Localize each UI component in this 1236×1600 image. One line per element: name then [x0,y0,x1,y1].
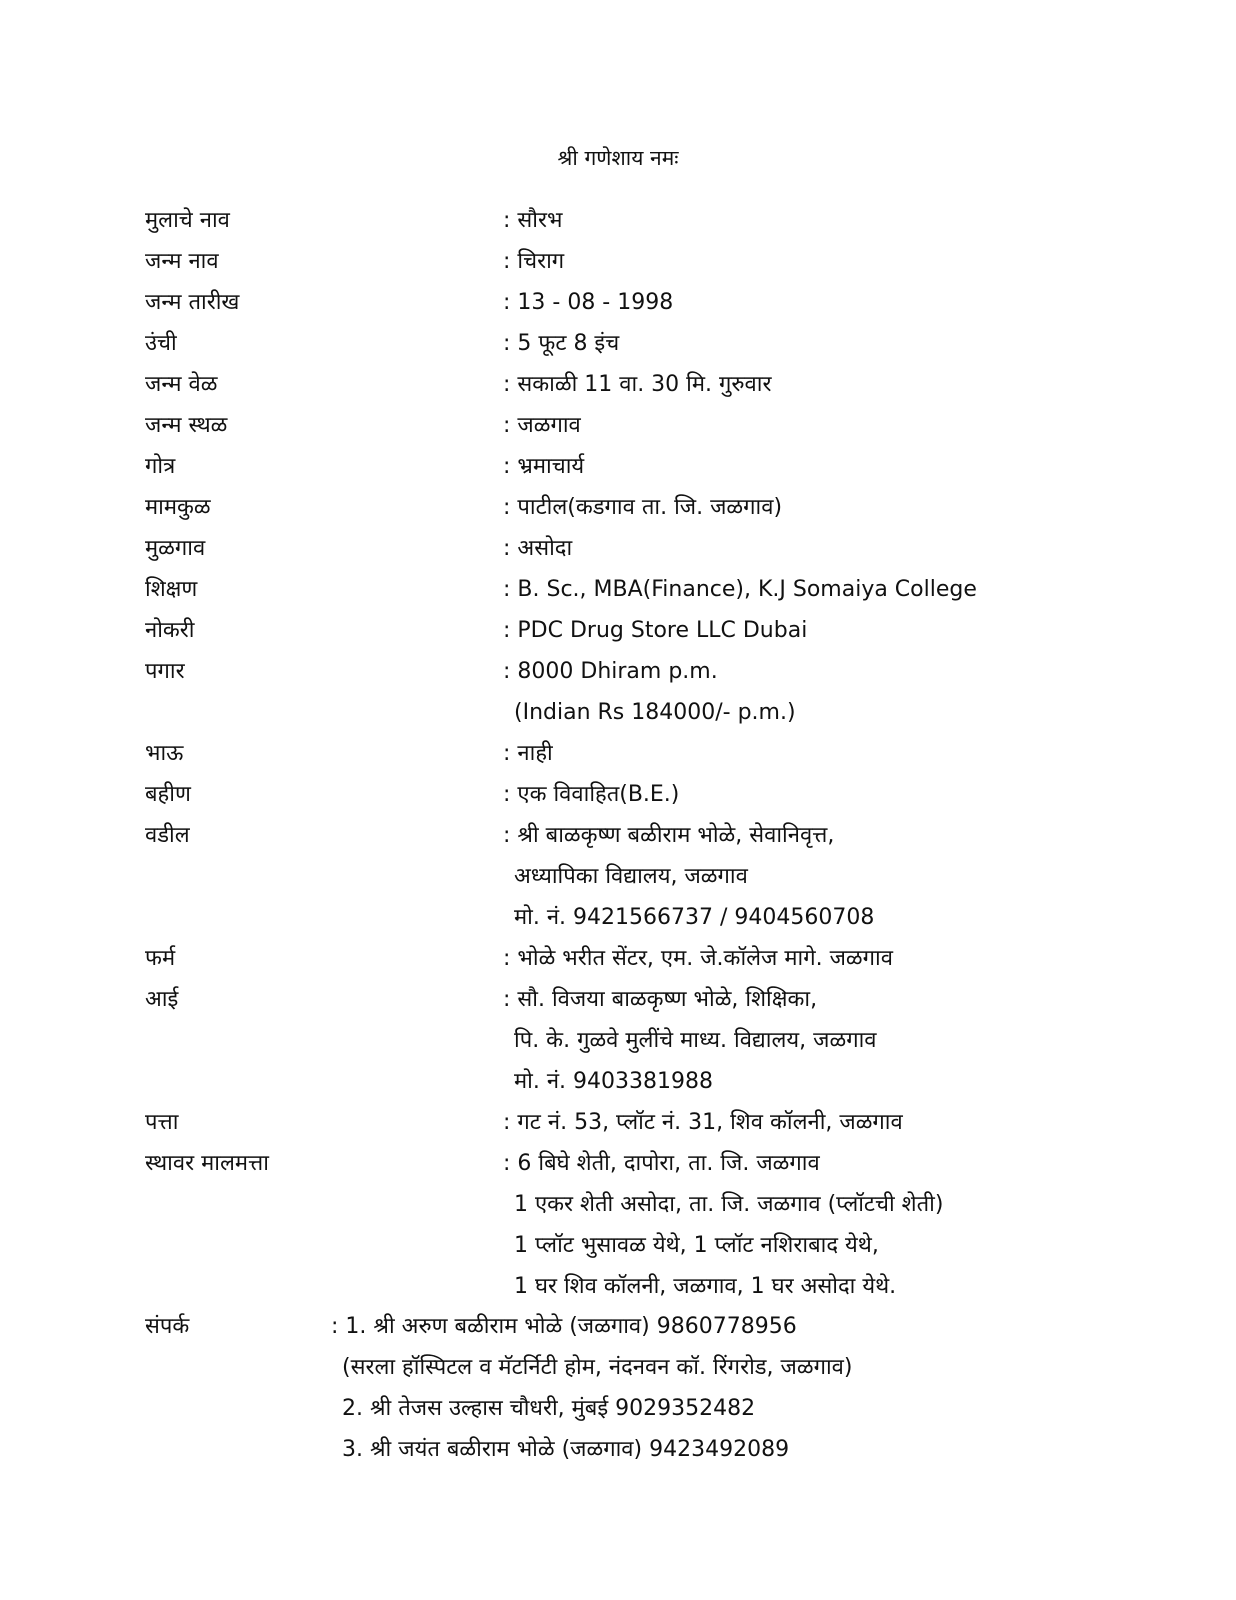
field-value [503,569,1145,610]
field-value-line: 1 एकर शेती असोदा, ता. जि. जळगाव (प्लॉटची शेती) [514,1192,944,1217]
field-value-line: : 13 - 08 - 1998 [503,290,674,315]
field-value [503,241,1145,282]
field-value-line: : जळगाव [503,413,581,438]
field-label: वडील [145,823,190,848]
contact-line: 3. श्री जयंत बळीराम भोळे (जळगाव) 9423492089 [342,1437,790,1462]
field-label: मामकुळ [145,495,211,520]
field-row [145,528,1145,569]
contacts-label: संपर्क [145,1314,190,1339]
field-label: पगार [145,659,185,684]
field-value [503,774,1145,815]
field-row [145,610,1145,651]
field-value [503,733,1145,774]
field-value [503,528,1145,569]
field-value-line: 1 प्लॉट भुसावळ येथे, 1 प्लॉट नशिराबाद येथे, [514,1233,879,1258]
field-value-line: : B. Sc., MBA(Finance), K.J Somaiya College [503,577,977,602]
field-label: आई [145,987,179,1012]
page-heading: श्री गणेशाय नमः [557,146,679,170]
field-value [503,200,1145,241]
field-value-line: : भोळे भरीत सेंटर, एम. जे.कॉलेज मागे. जळगाव [503,946,893,971]
field-value [503,323,1145,364]
contact-line: 2. श्री तेजस उल्हास चौधरी, मुंबई 9029352482 [342,1396,756,1421]
field-row [145,938,1145,979]
field-value [503,1143,1145,1307]
field-value [503,364,1145,405]
field-value [503,979,1145,1102]
field-value-line: : एक विवाहित(B.E.) [503,782,680,807]
field-label: उंची [145,331,177,356]
field-value-line: : सकाळी 11 वा. 30 मि. गुरुवार [503,372,772,397]
field-value [503,651,1145,733]
field-row [145,569,1145,610]
field-label: मुलाचे नाव [145,208,230,233]
contacts-row [145,1306,1145,1470]
field-row [145,979,1145,1102]
field-label: जन्म स्थळ [145,413,228,438]
field-label: शिक्षण [145,577,198,602]
field-value-line: 1 घर शिव कॉलनी, जळगाव, 1 घर असोदा येथे. [514,1274,897,1299]
field-label: नोकरी [145,618,195,643]
field-value [503,815,1145,938]
field-row [145,200,1145,241]
field-value-line: : सौरभ [503,208,563,233]
field-label: जन्म वेळ [145,372,218,397]
field-value-line: : 6 बिघे शेती, दापोरा, ता. जि. जळगाव [503,1151,820,1176]
field-value-line: : सौ. विजया बाळकृष्ण भोळे, शिक्षिका, [503,987,818,1012]
field-row [145,241,1145,282]
field-label: भाऊ [145,741,184,766]
field-row [145,487,1145,528]
field-value-line: : गट नं. 53, प्लॉट नं. 31, शिव कॉलनी, जळगाव [503,1110,903,1135]
field-value [503,405,1145,446]
field-row [145,446,1145,487]
field-row [145,774,1145,815]
field-value-line: : असोदा [503,536,573,561]
contact-line: (सरला हॉस्पिटल व मॅटर्निटी होम, नंदनवन कॉ. रिंगरोड, जळगाव) [342,1355,853,1380]
contacts-section [145,1306,1145,1470]
field-value [503,282,1145,323]
field-label: स्थावर मालमत्ता [145,1151,269,1176]
field-label: गोत्र [145,454,176,479]
field-value [503,446,1145,487]
field-label: जन्म तारीख [145,290,240,315]
field-value-line: : श्री बाळकृष्ण बळीराम भोळे, सेवानिवृत्त, [503,823,835,848]
field-row [145,1143,1145,1307]
field-value [503,487,1145,528]
field-value-line: : नाही [503,741,553,766]
field-row [145,815,1145,938]
field-row [145,651,1145,733]
field-row [145,282,1145,323]
field-value-line: पि. के. गुळवे मुलींचे माध्य. विद्यालय, जळगाव [514,1028,877,1053]
field-value [503,1102,1145,1143]
field-value-line: : पाटील(कडगाव ता. जि. जळगाव) [503,495,783,520]
field-row [145,733,1145,774]
details-list [145,200,1145,1307]
field-row [145,323,1145,364]
field-value-line: मो. नं. 9421566737 / 9404560708 [514,905,875,930]
field-value-line: : 8000 Dhiram p.m. [503,659,718,684]
field-value-line: अध्यापिका विद्यालय, जळगाव [514,864,748,889]
field-value-line: (Indian Rs 184000/- p.m.) [514,700,796,725]
field-value-line: : चिराग [503,249,565,274]
field-value-line: : 5 फूट 8 इंच [503,331,620,356]
field-row [145,364,1145,405]
field-label: बहीण [145,782,191,807]
field-value-line: : PDC Drug Store LLC Dubai [503,618,808,643]
field-value-line: : भ्रमाचार्य [503,454,585,479]
field-value [503,610,1145,651]
field-label: फर्म [145,946,176,971]
field-label: जन्म नाव [145,249,219,274]
contacts-list [331,1306,1145,1470]
field-row [145,1102,1145,1143]
field-row [145,405,1145,446]
field-value [503,938,1145,979]
field-label: पत्ता [145,1110,179,1135]
contact-line: : 1. श्री अरुण बळीराम भोळे (जळगाव) 9860778956 [331,1314,797,1339]
field-label: मुळगाव [145,536,206,561]
field-value-line: मो. नं. 9403381988 [514,1069,714,1094]
